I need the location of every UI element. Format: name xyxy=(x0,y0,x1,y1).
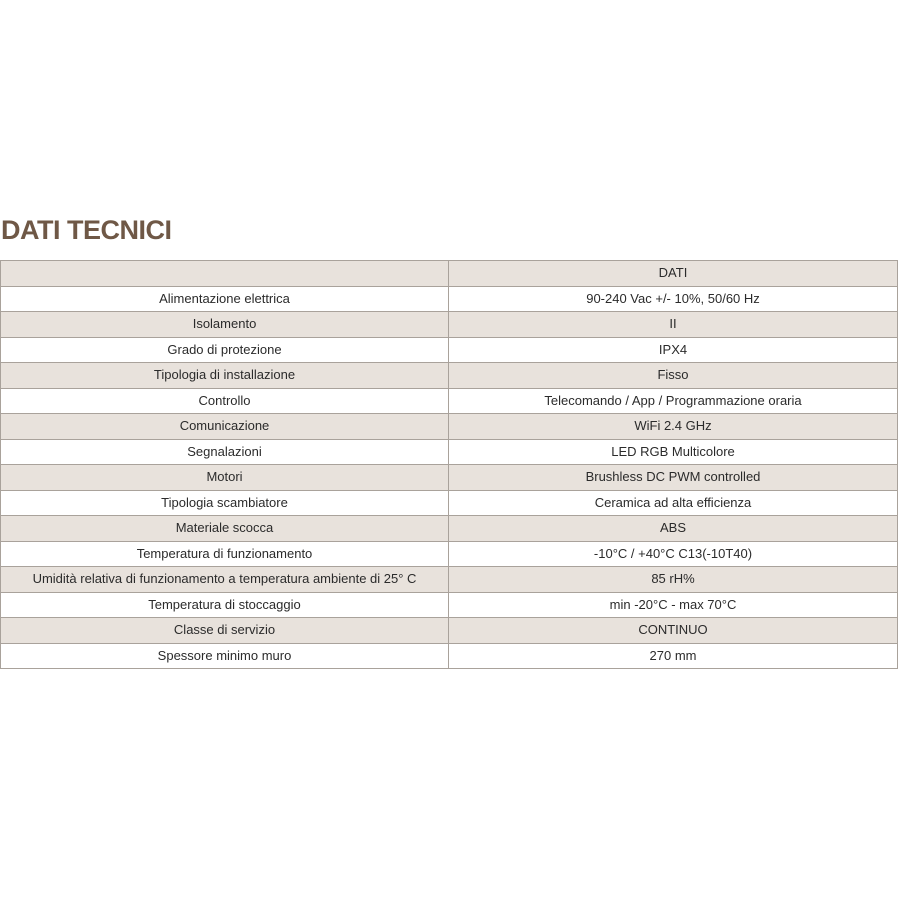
table-row xyxy=(1,567,898,593)
spec-value-cell: CONTINUO xyxy=(449,618,898,644)
spec-label-cell: Spessore minimo muro xyxy=(1,643,449,669)
spec-label-cell: Tipologia di installazione xyxy=(1,363,449,389)
technical-data-table-body xyxy=(1,261,898,669)
table-row xyxy=(1,312,898,338)
spec-value-cell: 90-240 Vac +/- 10%, 50/60 Hz xyxy=(449,286,898,312)
spec-value-cell: Telecomando / App / Programmazione oraria xyxy=(449,388,898,414)
spec-value-cell: IPX4 xyxy=(449,337,898,363)
table-row xyxy=(1,286,898,312)
spec-value-cell: 270 mm xyxy=(449,643,898,669)
spec-label-cell: Motori xyxy=(1,465,449,491)
table-row xyxy=(1,592,898,618)
spec-value-cell: LED RGB Multicolore xyxy=(449,439,898,465)
spec-value-cell: WiFi 2.4 GHz xyxy=(449,414,898,440)
page-title: DATI TECNICI xyxy=(1,215,172,245)
spec-value-cell: ABS xyxy=(449,516,898,542)
spec-label-cell: Controllo xyxy=(1,388,449,414)
spec-value-cell: II xyxy=(449,312,898,338)
table-row xyxy=(1,618,898,644)
spec-label-cell: Isolamento xyxy=(1,312,449,338)
spec-value-cell: min -20°C - max 70°C xyxy=(449,592,898,618)
spec-label-cell: Grado di protezione xyxy=(1,337,449,363)
spec-value-cell: -10°C / +40°C C13(-10T40) xyxy=(449,541,898,567)
header-label-cell xyxy=(1,261,449,287)
technical-data-table xyxy=(0,260,898,669)
spec-label-cell: Alimentazione elettrica xyxy=(1,286,449,312)
spec-label-cell: Temperatura di stoccaggio xyxy=(1,592,449,618)
spec-label-cell: Temperatura di funzionamento xyxy=(1,541,449,567)
table-header-row xyxy=(1,261,898,287)
table-row xyxy=(1,490,898,516)
table-row xyxy=(1,516,898,542)
spec-value-cell: Brushless DC PWM controlled xyxy=(449,465,898,491)
spec-label-cell: Classe di servizio xyxy=(1,618,449,644)
table-row xyxy=(1,414,898,440)
spec-value-cell: Fisso xyxy=(449,363,898,389)
spec-value-cell: 85 rH% xyxy=(449,567,898,593)
table-row xyxy=(1,363,898,389)
spec-label-cell: Comunicazione xyxy=(1,414,449,440)
table-row xyxy=(1,465,898,491)
table-row xyxy=(1,388,898,414)
spec-label-cell: Tipologia scambiatore xyxy=(1,490,449,516)
table-row xyxy=(1,439,898,465)
table-row xyxy=(1,643,898,669)
spec-label-cell: Segnalazioni xyxy=(1,439,449,465)
header-value-cell: DATI xyxy=(449,261,898,287)
spec-label-cell: Materiale scocca xyxy=(1,516,449,542)
table-row xyxy=(1,337,898,363)
table-row xyxy=(1,541,898,567)
spec-value-cell: Ceramica ad alta efficienza xyxy=(449,490,898,516)
spec-label-cell: Umidità relativa di funzionamento a temperatura ambiente di 25° C xyxy=(1,567,449,593)
